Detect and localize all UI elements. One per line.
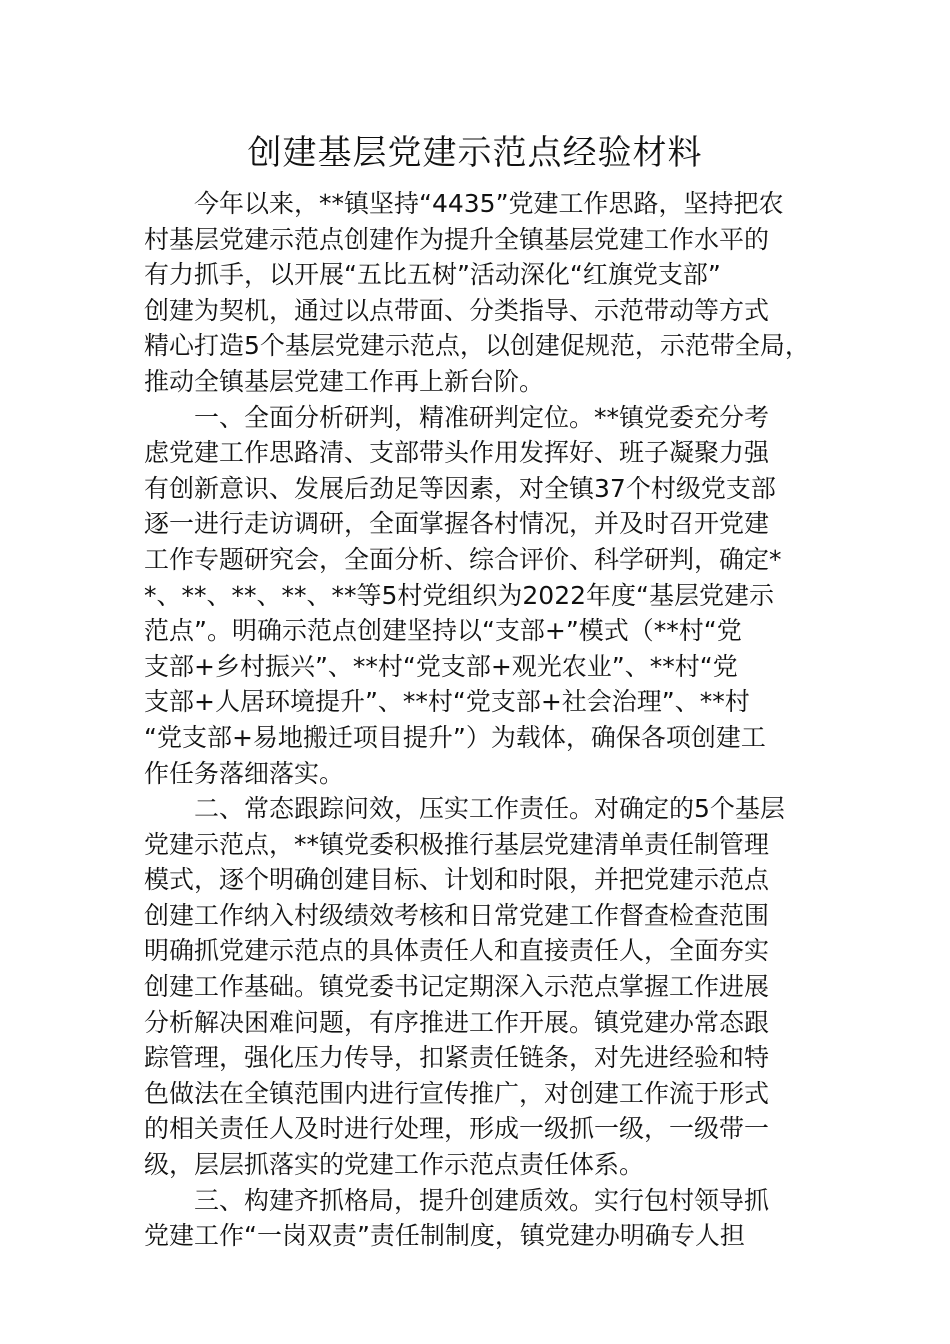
- document-body: [144, 186, 824, 1254]
- text-line: 党建工作“一岗双责”责任制制度，镇党建办明确专人担: [144, 1221, 745, 1251]
- text-line: 虑党建工作思路清、支部带头作用发挥好、班子凝聚力强: [144, 438, 770, 468]
- text-line: “党支部+易地搬迁项目提升”）为载体，确保各项创建工: [144, 722, 766, 752]
- text-line: 党建示范点，**镇党委积极推行基层党建清单责任制管理: [144, 829, 770, 859]
- text-line: 精心打造5个基层党建示范点，以创建促规范，示范带全局，: [144, 331, 810, 361]
- text-line: 范点”。明确示范点创建坚持以“支部+”模式（**村“党: [144, 616, 742, 646]
- text-line: 级，层层抓落实的党建工作示范点责任体系。: [144, 1150, 645, 1180]
- text-line: 踪管理，强化压力传导，扣紧责任链条，对先进经验和特: [144, 1043, 770, 1073]
- text-line: 今年以来，**镇坚持“4435”党建工作思路，坚持把农: [194, 189, 784, 218]
- text-line: 的相关责任人及时进行处理，形成一级抓一级，一级带一: [144, 1114, 770, 1144]
- text-line: 创建为契机，通过以点带面、分类指导、示范带动等方式: [144, 295, 770, 325]
- text-line: 有创新意识、发展后劲足等因素，对全镇37个村级党支部: [144, 473, 776, 503]
- document-title: 创建基层党建示范点经验材料: [247, 133, 703, 173]
- text-line: 村基层党建示范点创建作为提升全镇基层党建工作水平的: [144, 224, 770, 254]
- text-line: 有力抓手，以开展“五比五树”活动深化“红旗党支部”: [144, 260, 721, 290]
- text-line: 三、构建齐抓格局，提升创建质效。实行包村领导抓: [194, 1185, 770, 1215]
- text-line: 模式，逐个明确创建目标、计划和时限，并把党建示范点: [144, 865, 770, 895]
- text-line: 工作专题研究会，全面分析、综合评价、科学研判，确定*: [144, 544, 782, 574]
- text-line: 作任务落细落实。: [144, 758, 345, 788]
- text-line: 支部+乡村振兴”、**村“党支部+观光农业”、**村“党: [144, 651, 738, 681]
- text-line: 分析解决困难问题，有序推进工作开展。镇党建办常态跟: [144, 1007, 770, 1037]
- text-line: 二、常态跟踪问效，压实工作责任。对确定的5个基层: [194, 794, 785, 824]
- text-line: 推动全镇基层党建工作再上新台阶。: [144, 366, 545, 396]
- text-line: 创建工作纳入村级绩效考核和日常党建工作督查检查范围: [144, 900, 770, 930]
- text-line: 一、全面分析研判，精准研判定位。**镇党委充分考: [194, 402, 770, 432]
- text-line: 支部+人居环境提升”、**村“党支部+社会治理”、**村: [144, 687, 750, 717]
- text-line: 色做法在全镇范围内进行宣传推广，对创建工作流于形式: [144, 1078, 770, 1108]
- text-line: *、**、**、**、**等5村党组织为2022年度“基层党建示: [144, 580, 774, 610]
- text-line: 创建工作基础。镇党委书记定期深入示范点掌握工作进展: [144, 972, 770, 1002]
- text-line: 明确抓党建示范点的具体责任人和直接责任人，全面夯实: [144, 936, 770, 966]
- text-line: 逐一进行走访调研，全面掌握各村情况，并及时召开党建: [144, 509, 770, 539]
